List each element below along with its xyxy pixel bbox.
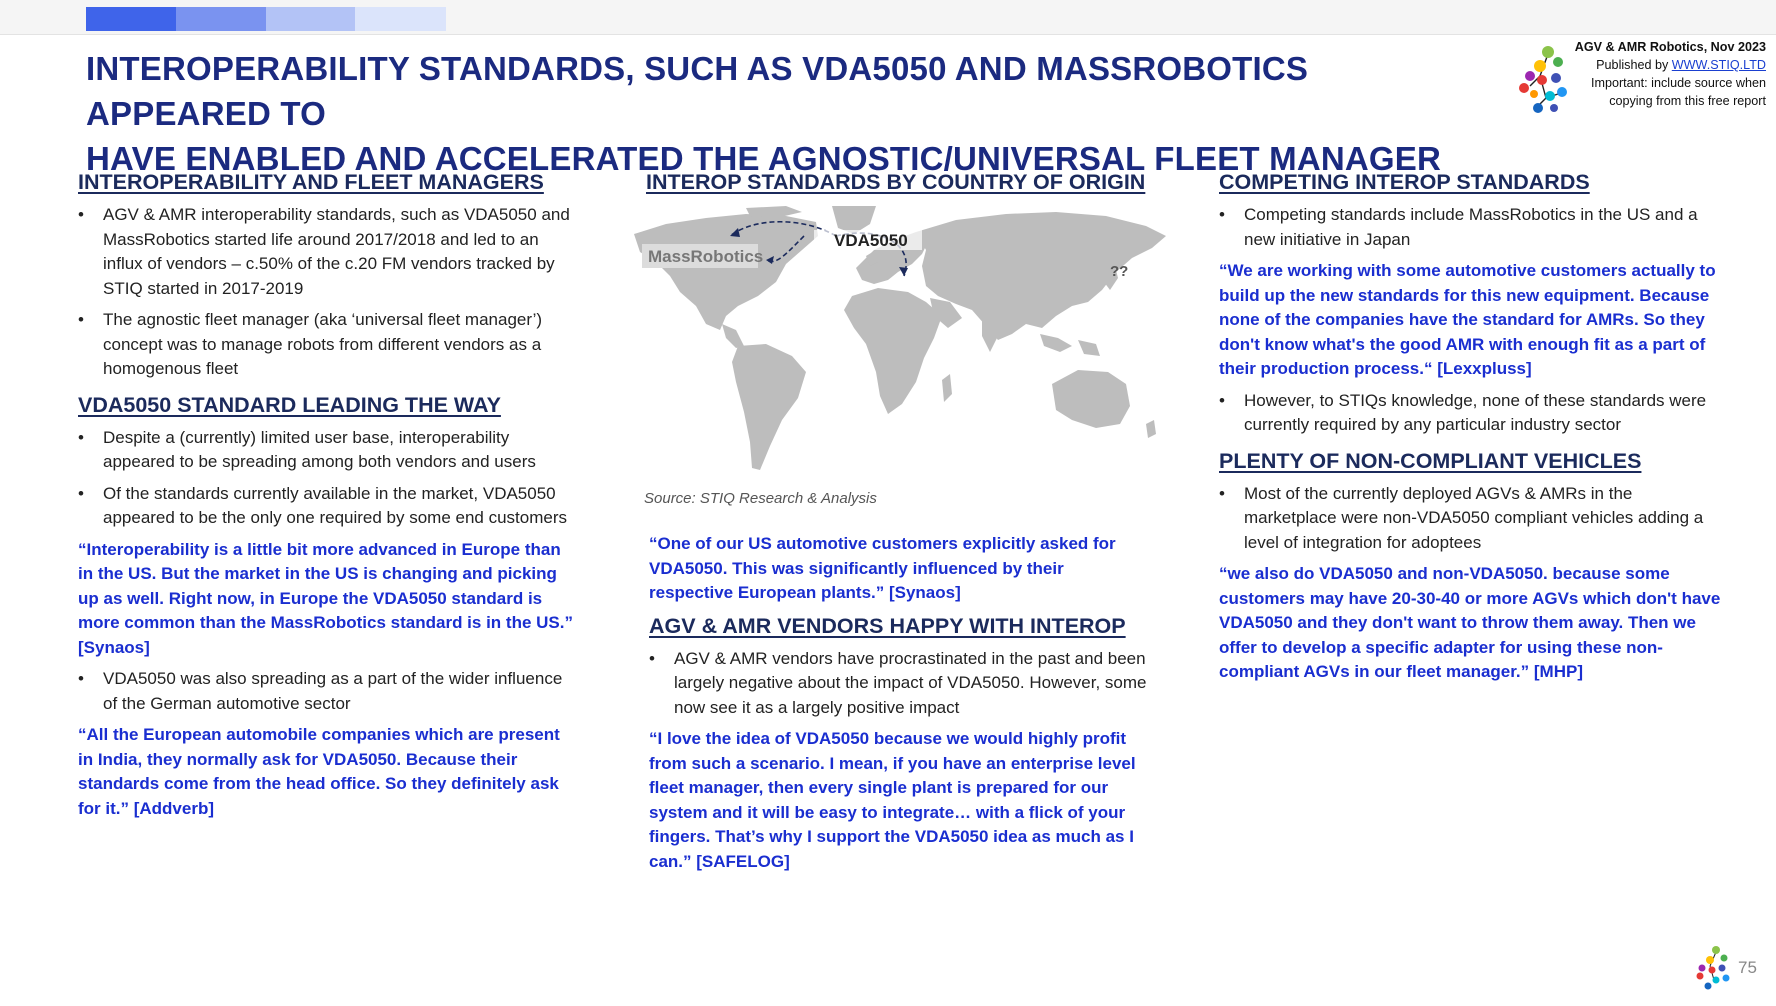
massrobotics-label: MassRobotics	[648, 247, 764, 266]
quote-synaos: “Interoperability is a little bit more advanced in Europe than in the US. But the market in the US is changing and picking up as well. Right now, in Europe the VDA5050 standard is more common than the MassRobotics standard is in the US.” [Synaos]	[78, 539, 573, 657]
source-notice-2: copying from this free report	[1609, 94, 1766, 108]
tab-segment-4	[355, 7, 446, 31]
footer-logo-icon	[1694, 944, 1730, 990]
middle-column-header	[646, 168, 1166, 196]
bullet-text: Most of the currently deployed AGVs & AMRs in the marketplace were non-VDA5050 compliant vehicles adding a level of integration for adoptees	[1244, 483, 1704, 552]
bullet-item	[78, 667, 578, 716]
bullet-item	[1219, 482, 1724, 556]
right-column	[1219, 168, 1724, 685]
quote-mhp: “we also do VDA5050 and non-VDA5050. because some customers may have 20-30-40 or more AGVs which don't have VDA5050 and they don't want to throw them away. Then we offer to develop a specific adapter for using these non-compliant AGVs in our fleet manager.” [MHP]	[1219, 564, 1721, 681]
bullet-text: AGV & AMR vendors have procrastinated in the past and been largely negative about the impact of VDA5050. However, some now see it as a largely positive impact	[674, 648, 1147, 717]
report-name: AGV & AMR Robotics, Nov 2023	[1574, 40, 1766, 54]
quote-safelog: “I love the idea of VDA5050 because we would highly profit from such a scenario. I mean, if you have an enterprise level fleet manager, then every single plant is prepared for our system and it will be easy to integrate… with a flick of your fingers. That’s why I support the VDA5050 idea as much as I can.” [SAFELOG]	[649, 729, 1136, 871]
bullet-text: AGV & AMR interoperability standards, such as VDA5050 and MassRobotics started life around 2017/2018 and led to an influx of vendors – c.50% of the c.20 FM vendors tracked by STIQ started in 2017-2019	[103, 205, 570, 298]
quote-lexxpluss: “We are working with some automotive customers actually to build up the new standards for this new equipment. Because none of the companies have the standard for AMRs. So they don't know what's the good AMR with enough fit as a part of their production process.“ [Lexxpluss]	[1219, 261, 1716, 378]
bullet-icon: •	[1219, 390, 1225, 410]
bullet-icon: •	[78, 205, 84, 224]
quote-synaos-us: “One of our US automotive customers explicitly asked for VDA5050. This was significantly influenced by their respective European plants.” [Synaos]	[649, 534, 1116, 602]
world-map	[626, 206, 1168, 488]
bullet-icon: •	[78, 669, 84, 688]
bullet-item	[78, 426, 578, 475]
tab-segment-2	[176, 7, 266, 31]
bullet-item	[1219, 203, 1724, 252]
page-number: 75	[1738, 958, 1757, 977]
bullet-icon: •	[78, 310, 84, 329]
bullet-text: Of the standards currently available in the market, VDA5050 appeared to be the only one required by some end customers	[103, 483, 568, 527]
publisher-info	[1518, 38, 1766, 110]
bullet-icon: •	[78, 483, 84, 503]
bullet-item	[78, 482, 578, 531]
heading-vendors-happy: AGV & AMR VENDORS HAPPY WITH INTEROP	[649, 613, 1126, 638]
middle-column-body	[649, 532, 1149, 874]
quote-addverb: “All the European automobile companies which are present in India, they normally ask for VDA5050. Because their standards come from the head office. So they definitely ask for it.” [Addverb]	[78, 725, 560, 818]
bullet-item	[78, 203, 578, 301]
bullet-icon: •	[78, 427, 84, 447]
bullet-text: However, to STIQs knowledge, none of these standards were currently required by any particular industry sector	[1244, 390, 1707, 434]
title-line-2: HAVE ENABLED AND ACCELERATED THE AGNOSTIC/UNIVERSAL FLEET MANAGER	[86, 140, 1442, 177]
progress-tabs	[0, 0, 1776, 35]
unknown-label: ??	[1110, 263, 1129, 280]
bullet-icon: •	[1219, 483, 1225, 503]
bullet-item	[78, 308, 578, 382]
stiq-link[interactable]: WWW.STIQ.LTD	[1671, 58, 1766, 72]
bullet-item	[1219, 389, 1724, 438]
heading-vda5050-leading: VDA5050 STANDARD LEADING THE WAY	[78, 392, 501, 417]
bullet-icon: •	[649, 648, 655, 668]
bullet-icon: •	[1219, 205, 1225, 224]
tab-segment-1	[86, 7, 176, 31]
bullet-text: Competing standards include MassRobotics in the US and a new initiative in Japan	[1244, 205, 1698, 249]
bullet-text: VDA5050 was also spreading as a part of the wider influence of the German automotive sector	[103, 669, 563, 713]
vda5050-label: VDA5050	[834, 231, 908, 250]
published-by-label: Published by	[1596, 58, 1672, 72]
published-by	[1518, 56, 1766, 74]
bullet-text: The agnostic fleet manager (aka ‘universal fleet manager’) concept was to manage robots from different vendors as a homogenous fleet	[103, 310, 543, 378]
bullet-text: Despite a (currently) limited user base, interoperability appeared to be spreading among both vendors and users	[103, 427, 536, 471]
page-title	[86, 46, 1486, 181]
heading-interop-by-country: INTEROP STANDARDS BY COUNTRY OF ORIGIN	[646, 170, 1146, 194]
bullet-item	[649, 647, 1149, 721]
heading-interop-fleet: INTEROPERABILITY AND FLEET MANAGERS	[78, 170, 544, 194]
tab-segment-3	[266, 7, 355, 31]
heading-non-compliant: PLENTY OF NON-COMPLIANT VEHICLES	[1219, 448, 1642, 473]
left-column	[78, 168, 578, 821]
heading-competing-standards: COMPETING INTEROP STANDARDS	[1219, 170, 1590, 194]
source-notice-1: Important: include source when	[1590, 76, 1766, 90]
map-source: Source: STIQ Research & Analysis	[644, 490, 877, 507]
title-line-1: INTEROPERABILITY STANDARDS, SUCH AS VDA5050 AND MASSROBOTICS APPEARED TO	[86, 50, 1309, 132]
